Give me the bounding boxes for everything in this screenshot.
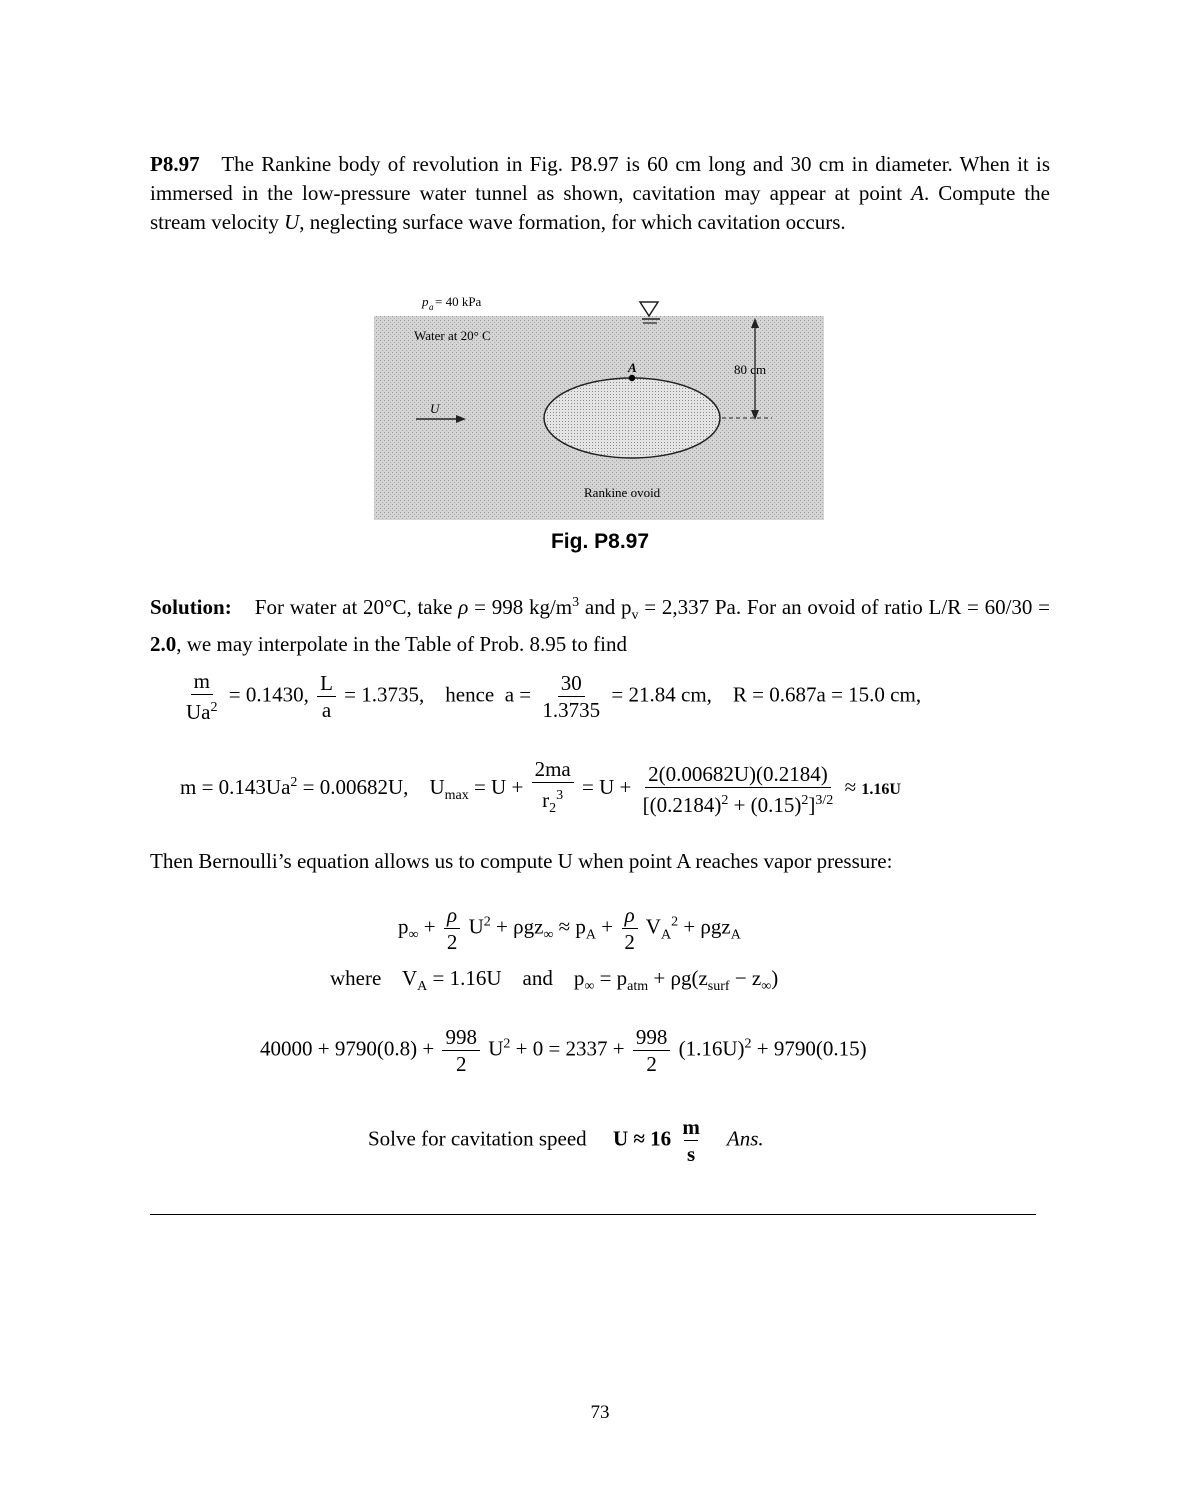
u-text: U xyxy=(468,914,484,939)
solution-text-5: , we may interpolate in the Table of Prob. 8.95 to find xyxy=(176,632,627,657)
frac-den xyxy=(539,783,566,822)
frac-num: m xyxy=(191,668,213,695)
frac-den xyxy=(183,695,221,725)
frac-num: 2ma xyxy=(532,756,574,783)
umax-result: 1.16U xyxy=(861,780,901,798)
page-number: 73 xyxy=(590,1402,610,1423)
sq-sup: 2 xyxy=(744,1036,752,1052)
frac-num: 2(0.00682U)(0.2184) xyxy=(645,761,831,788)
eq2-eq-2: = U + xyxy=(581,774,632,799)
plus-sign: + xyxy=(601,914,614,939)
frac-den: 2 xyxy=(446,930,458,954)
solution-text-2: = 998 kg/m xyxy=(468,595,573,619)
a-sub: A xyxy=(417,979,428,995)
den-part-2: + (0.15) xyxy=(733,792,802,817)
equation-5 xyxy=(260,1024,867,1077)
m-eq: m = 0.143Ua xyxy=(180,774,291,799)
exp-sup: 3/2 xyxy=(815,792,834,808)
u-label: U xyxy=(430,401,440,416)
max-sub: max xyxy=(444,788,469,804)
frac-den: 2 xyxy=(624,930,635,954)
frac-den: 2 xyxy=(455,1052,467,1076)
eq2-value-1: = 0.00682U, xyxy=(302,774,409,799)
problem-u: U xyxy=(284,210,300,234)
problem-text-3: , neglecting surface wave formation, for which cavitation occurs. xyxy=(299,210,846,234)
solution-paragraph xyxy=(150,588,1050,659)
figure-drawing xyxy=(372,288,828,524)
rho-over-2 xyxy=(444,902,461,955)
water-label: Water at 20° C xyxy=(414,328,491,343)
eq5-left: 40000 + 9790(0.8) + xyxy=(260,1036,435,1061)
eq5-right-2: + 9790(0.15) xyxy=(756,1036,867,1061)
frac-den: 1.3735 xyxy=(542,698,601,722)
close-paren: ) xyxy=(771,966,779,990)
sq-sup: 2 xyxy=(721,792,729,808)
998-over-2 xyxy=(633,1024,671,1077)
eq5-right: (1.16U) xyxy=(678,1036,745,1061)
eq1-value-2: = 1.3735, xyxy=(344,682,425,707)
r-sub: 2 xyxy=(549,801,557,817)
eq5-mid: + 0 = 2337 + xyxy=(515,1036,625,1061)
inf-sub: ∞ xyxy=(584,979,595,995)
body-label: Rankine ovoid xyxy=(584,485,661,500)
frac-num: 30 xyxy=(558,670,585,697)
v-text: V xyxy=(401,966,418,990)
final-result: U ≈ 16 xyxy=(612,1126,672,1151)
approx-sign: ≈ xyxy=(844,774,857,799)
problem-text-1: The Rankine body of revolution in Fig. P8.97 is 60 cm long and 30 cm in diameter. When it is immersed in the low-pressure water tunnel as shown, cavitation may appear at point xyxy=(150,152,1051,205)
sq-sup: 2 xyxy=(483,914,491,930)
twoma-over-r xyxy=(532,756,574,822)
equation-6 xyxy=(368,1114,764,1167)
equation-3 xyxy=(398,902,741,955)
frac-num: m xyxy=(682,1115,700,1139)
separator-line xyxy=(150,1214,1036,1215)
approx-p: ≈ p xyxy=(558,914,586,939)
frac-den: s xyxy=(684,1140,698,1167)
r-text: r xyxy=(542,788,550,812)
sq-sup: 2 xyxy=(801,792,809,808)
den-part-1: [(0.2184) xyxy=(642,792,722,817)
inf-sub: ∞ xyxy=(543,927,554,943)
solution-text-3: and p xyxy=(579,595,632,619)
998-over-2 xyxy=(442,1024,480,1077)
problem-text-2: . Compute the stream velocity xyxy=(150,181,1050,234)
problem-id: P8.97 xyxy=(150,152,200,176)
frac-num: 998 xyxy=(633,1024,671,1051)
rho-over-2 xyxy=(621,902,638,955)
frac-num: 998 xyxy=(442,1024,480,1051)
sq-sup: 2 xyxy=(290,774,298,790)
eq1-value-3: = 21.84 cm, xyxy=(611,682,712,707)
eq2-eq: = U + xyxy=(473,774,524,799)
umax-u: U xyxy=(429,774,445,799)
frac-num: L xyxy=(317,670,336,697)
thirty-over-ratio xyxy=(539,670,603,723)
rho-symbol: ρ xyxy=(458,595,469,619)
point-a-marker xyxy=(629,375,635,381)
plus-sign: + xyxy=(423,914,436,939)
den-part-3: ] xyxy=(808,792,816,817)
frac-num: ρ xyxy=(444,902,460,929)
depth-label: 80 cm xyxy=(734,362,767,377)
inf-sub: ∞ xyxy=(761,979,772,995)
ans-label: Ans. xyxy=(726,1126,764,1151)
eq-p: = p xyxy=(599,966,628,990)
rankine-ovoid-shape xyxy=(544,378,720,458)
ratio-value: 2.0 xyxy=(150,632,177,657)
rhogz-text: + ρgz xyxy=(683,914,731,939)
m-over-ua2 xyxy=(183,668,221,725)
frac-den: a xyxy=(321,698,332,722)
atm-sub: atm xyxy=(627,979,649,995)
pa-symbol: p xyxy=(422,294,429,309)
v-text: V xyxy=(645,914,661,939)
v-sub: v xyxy=(631,608,639,624)
and-text: and xyxy=(522,966,553,990)
p-text: p xyxy=(573,966,585,990)
equation-4 xyxy=(330,966,778,995)
eq1-value-1: = 0.1430, xyxy=(228,682,309,707)
cube-sup: 3 xyxy=(572,595,580,610)
l-over-a xyxy=(317,670,336,723)
eq1-r-value: R = 0.687a = 15.0 cm, xyxy=(732,682,922,707)
surf-sub: surf xyxy=(707,979,730,995)
rest-text: + ρg(z xyxy=(653,966,708,990)
solution-text-4: = 2,337 Pa. For an ovoid of ratio L/R = 60/30 = xyxy=(638,595,1051,619)
va-value: = 1.16U xyxy=(432,966,502,990)
big-fraction xyxy=(640,761,837,818)
r-sup: 3 xyxy=(556,788,564,803)
problem-statement xyxy=(150,150,1050,237)
bernoulli-intro: Then Bernoulli’s equation allows us to compute U when point A reaches vapor pressure: xyxy=(150,849,893,873)
a-sub: A xyxy=(660,927,672,943)
m-over-s xyxy=(679,1114,703,1167)
frac-den: 2 xyxy=(646,1052,657,1076)
pa-label: = 40 kPa xyxy=(435,294,482,309)
inf-sub: ∞ xyxy=(408,927,419,943)
figure-caption: Fig. P8.97 xyxy=(550,530,650,553)
sq-sup: 2 xyxy=(503,1036,511,1052)
solve-text: Solve for cavitation speed xyxy=(368,1126,587,1151)
sq-sup: 2 xyxy=(671,914,679,930)
where-text: where xyxy=(330,966,382,990)
ua-text: Ua xyxy=(186,700,211,724)
minus-z: − z xyxy=(734,966,762,990)
rhogz-text: + ρgz xyxy=(496,914,544,939)
u-text: U xyxy=(488,1036,504,1061)
pa-subscript: a xyxy=(429,302,434,312)
equation-2 xyxy=(180,756,901,822)
p-text: p xyxy=(398,914,409,939)
frac-num: ρ xyxy=(622,902,638,929)
solution-text-1: For water at 20°C, take xyxy=(254,595,459,619)
problem-point-a: A xyxy=(911,181,924,205)
equation-1 xyxy=(180,668,921,725)
hence-text: hence xyxy=(445,682,495,707)
frac-den xyxy=(640,788,837,818)
a-sub: A xyxy=(585,927,597,943)
point-a-label: A xyxy=(628,360,637,375)
figure-p897 xyxy=(372,288,828,524)
sq-sup: 2 xyxy=(210,700,218,715)
a-eq: a = xyxy=(504,682,532,707)
water-surface-icon xyxy=(640,302,658,316)
solution-label: Solution: xyxy=(150,595,232,619)
a-sub: A xyxy=(730,927,741,943)
